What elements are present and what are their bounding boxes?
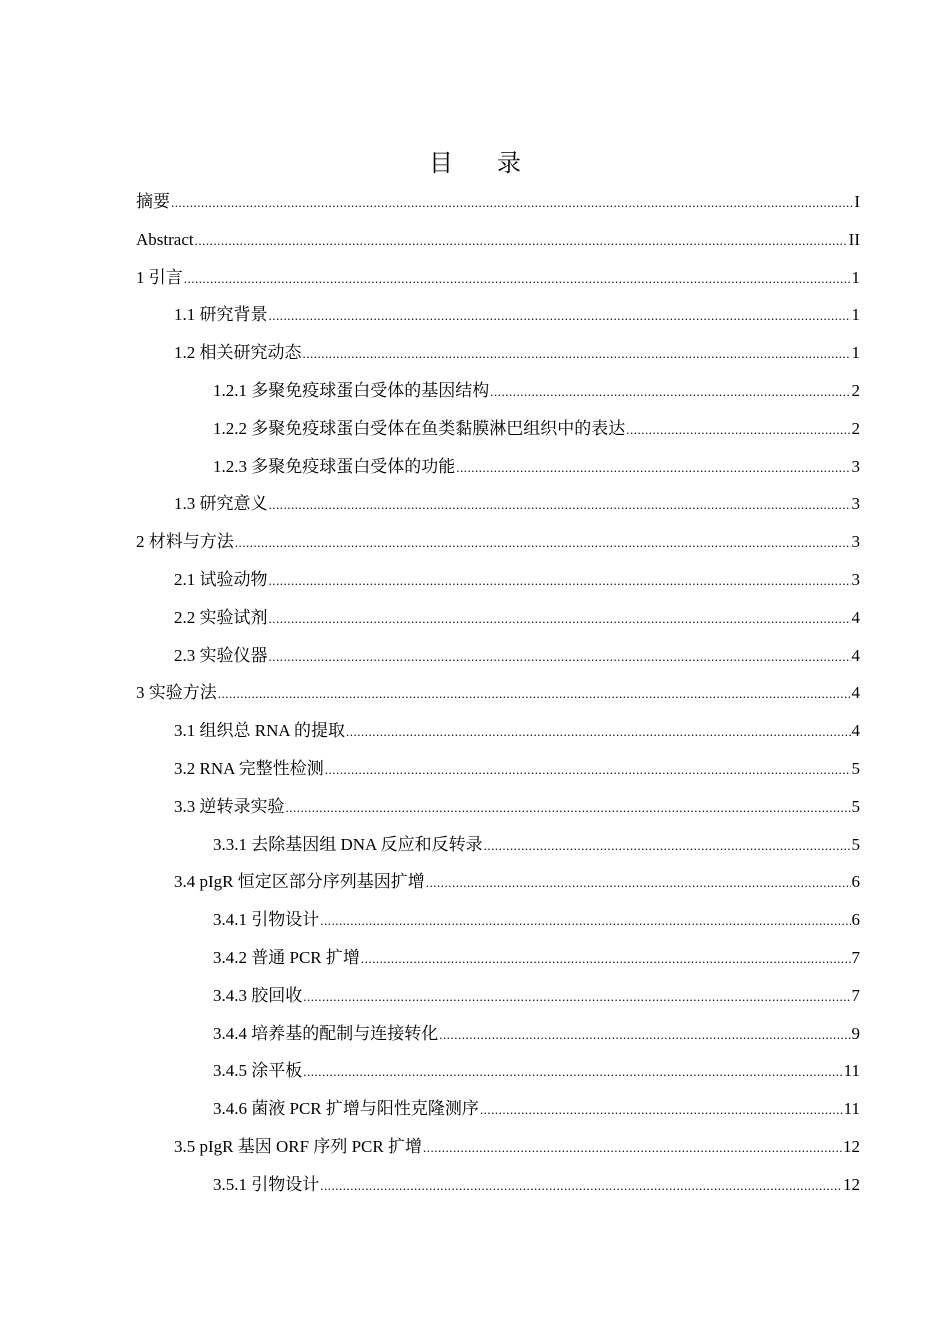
page-title-char-1: 目 bbox=[429, 149, 453, 177]
toc-entry-label: 1.2.3 多聚免疫球蛋白受体的功能 bbox=[213, 456, 456, 476]
toc-entry-label: 3.4 pIgR 恒定区部分序列基因扩增 bbox=[174, 872, 425, 892]
toc-entry-page-number: 12 bbox=[843, 1136, 860, 1156]
toc-entry[interactable] bbox=[136, 221, 860, 259]
toc-entry-label: 摘要 bbox=[136, 192, 170, 211]
toc-entry[interactable] bbox=[136, 334, 860, 372]
toc-entry-page-number: 12 bbox=[843, 1174, 860, 1194]
toc-entry[interactable] bbox=[136, 372, 860, 410]
toc-entry-label: 3 实验方法 bbox=[136, 683, 217, 703]
toc-dot-leader bbox=[480, 1091, 843, 1129]
toc-dot-leader bbox=[269, 562, 851, 600]
toc-entry-page-number: 4 bbox=[851, 683, 860, 703]
toc-entry[interactable] bbox=[136, 410, 860, 448]
toc-entry-page-number: 4 bbox=[851, 607, 860, 627]
toc-dot-leader bbox=[218, 675, 851, 713]
toc-entry-label: 1 引言 bbox=[136, 267, 183, 287]
toc-dot-leader bbox=[456, 449, 850, 487]
toc-entry[interactable] bbox=[136, 863, 860, 901]
toc-dot-leader bbox=[490, 373, 850, 411]
toc-entry-label: 3.4.6 菌液 PCR 扩增与阳性克隆测序 bbox=[213, 1099, 479, 1119]
toc-dot-leader bbox=[426, 864, 851, 902]
toc-dot-leader bbox=[484, 827, 851, 865]
toc-entry-page-number: 6 bbox=[851, 872, 860, 892]
toc-dot-leader bbox=[171, 184, 853, 222]
toc-entry[interactable] bbox=[136, 259, 860, 297]
toc-entry[interactable] bbox=[136, 788, 860, 826]
toc-entry-label: 3.4.1 引物设计 bbox=[213, 910, 320, 930]
toc-entry[interactable] bbox=[136, 1090, 860, 1128]
toc-entry-page-number: 7 bbox=[851, 947, 860, 967]
toc-entry-label: 3.2 RNA 完整性检测 bbox=[174, 758, 324, 778]
toc-entry-page-number: II bbox=[848, 229, 860, 249]
toc-entry[interactable] bbox=[136, 523, 860, 561]
toc-entry[interactable] bbox=[136, 939, 860, 977]
toc-entry-label: 3.3.1 去除基因组 DNA 反应和反转录 bbox=[213, 834, 483, 854]
toc-entry-label: 1.2.2 多聚免疫球蛋白受体在鱼类黏膜淋巴组织中的表达 bbox=[213, 418, 626, 438]
toc-entry-page-number: 5 bbox=[851, 834, 860, 854]
toc-dot-leader bbox=[195, 222, 848, 260]
toc-entry-page-number: 6 bbox=[851, 910, 860, 930]
table-of-contents bbox=[136, 183, 860, 1204]
toc-entry-page-number: 9 bbox=[851, 1023, 860, 1043]
toc-dot-leader bbox=[361, 940, 851, 978]
toc-entry-page-number: 3 bbox=[851, 456, 860, 476]
toc-entry-page-number: 3 bbox=[851, 532, 860, 552]
toc-entry-label: 1.3 研究意义 bbox=[174, 494, 268, 514]
toc-entry-label: 2 材料与方法 bbox=[136, 532, 234, 552]
toc-entry-page-number: 3 bbox=[851, 494, 860, 514]
toc-entry[interactable] bbox=[136, 1052, 860, 1090]
toc-dot-leader bbox=[269, 600, 851, 638]
toc-entry[interactable] bbox=[136, 1015, 860, 1053]
toc-entry-page-number: 7 bbox=[851, 985, 860, 1005]
toc-dot-leader bbox=[320, 902, 850, 940]
toc-entry[interactable] bbox=[136, 674, 860, 712]
toc-entry-label: 2.1 试验动物 bbox=[174, 569, 268, 589]
toc-entry[interactable] bbox=[136, 1128, 860, 1166]
toc-entry-page-number: 1 bbox=[851, 343, 860, 363]
page-title bbox=[0, 146, 950, 180]
toc-entry[interactable] bbox=[136, 712, 860, 750]
toc-entry[interactable] bbox=[136, 296, 860, 334]
toc-entry-label: 3.5 pIgR 基因 ORF 序列 PCR 扩增 bbox=[174, 1136, 422, 1156]
toc-entry-page-number: 3 bbox=[851, 569, 860, 589]
toc-entry-label: 2.2 实验试剂 bbox=[174, 607, 268, 627]
toc-entry-label: 3.4.4 培养基的配制与连接转化 bbox=[213, 1023, 439, 1043]
toc-dot-leader bbox=[626, 411, 850, 449]
toc-entry[interactable] bbox=[136, 448, 860, 486]
toc-entry-page-number: 5 bbox=[851, 796, 860, 816]
toc-entry-page-number: 4 bbox=[851, 721, 860, 741]
toc-dot-leader bbox=[269, 638, 851, 676]
toc-entry-page-number: 4 bbox=[851, 645, 860, 665]
toc-entry[interactable] bbox=[136, 561, 860, 599]
toc-dot-leader bbox=[303, 978, 850, 1016]
toc-entry-page-number: 1 bbox=[851, 305, 860, 325]
toc-dot-leader bbox=[269, 297, 851, 335]
toc-entry-label: 3.4.5 涂平板 bbox=[213, 1061, 303, 1081]
toc-entry-page-number: 11 bbox=[843, 1061, 860, 1081]
toc-entry[interactable] bbox=[136, 901, 860, 939]
toc-entry[interactable] bbox=[136, 826, 860, 864]
toc-entry-label: 1.2 相关研究动态 bbox=[174, 343, 302, 363]
toc-entry-page-number: I bbox=[854, 192, 860, 211]
toc-entry-page-number: 11 bbox=[843, 1099, 860, 1119]
toc-entry[interactable] bbox=[136, 1166, 860, 1204]
toc-entry-label: 3.1 组织总 RNA 的提取 bbox=[174, 721, 345, 741]
toc-dot-leader bbox=[269, 486, 851, 524]
toc-entry[interactable] bbox=[136, 183, 860, 221]
toc-entry-page-number: 2 bbox=[851, 380, 860, 400]
toc-entry-label: 3.5.1 引物设计 bbox=[213, 1174, 320, 1194]
toc-entry-page-number: 5 bbox=[851, 758, 860, 778]
toc-entry[interactable] bbox=[136, 485, 860, 523]
toc-entry-label: 1.2.1 多聚免疫球蛋白受体的基因结构 bbox=[213, 380, 490, 400]
toc-entry-label: 3.4.3 胶回收 bbox=[213, 985, 303, 1005]
toc-entry-page-number: 1 bbox=[851, 267, 860, 287]
toc-entry-label: 2.3 实验仪器 bbox=[174, 645, 268, 665]
toc-dot-leader bbox=[325, 751, 851, 789]
toc-dot-leader bbox=[235, 524, 851, 562]
toc-entry-label: 3.3 逆转录实验 bbox=[174, 796, 285, 816]
page-title-char-2: 录 bbox=[497, 149, 521, 177]
toc-dot-leader bbox=[286, 789, 851, 827]
toc-dot-leader bbox=[346, 713, 851, 751]
toc-entry[interactable] bbox=[136, 977, 860, 1015]
toc-dot-leader bbox=[303, 1053, 842, 1091]
toc-entry-label: Abstract bbox=[136, 229, 194, 249]
toc-entry-page-number: 2 bbox=[851, 418, 860, 438]
toc-dot-leader bbox=[184, 260, 851, 298]
toc-entry-label: 1.1 研究背景 bbox=[174, 305, 268, 325]
toc-entry[interactable] bbox=[136, 599, 860, 637]
toc-entry-label: 3.4.2 普通 PCR 扩增 bbox=[213, 947, 360, 967]
toc-dot-leader bbox=[439, 1016, 850, 1054]
toc-entry[interactable] bbox=[136, 750, 860, 788]
toc-dot-leader bbox=[320, 1167, 842, 1205]
toc-dot-leader bbox=[303, 335, 851, 373]
toc-dot-leader bbox=[423, 1129, 842, 1167]
toc-entry[interactable] bbox=[136, 637, 860, 675]
